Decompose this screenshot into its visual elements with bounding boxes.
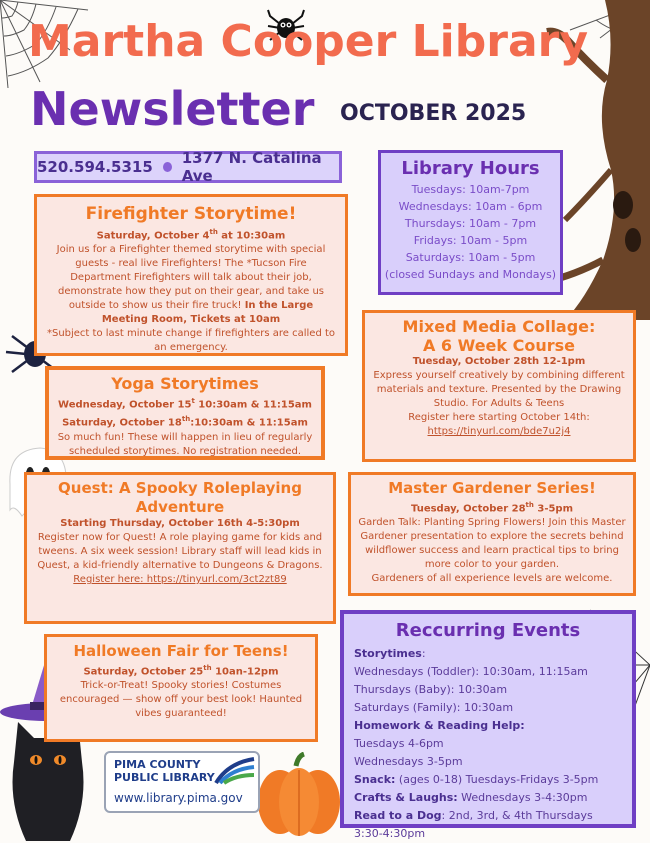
book-pages-icon	[214, 757, 256, 785]
halloween-title: Halloween Fair for Teens!	[73, 642, 289, 660]
logo-line-2: PUBLIC LIBRARY	[114, 771, 215, 784]
gardener-welcome: Gardeners of all experience levels are welcome.	[371, 573, 613, 585]
logo-line-1: PIMA COUNTY	[114, 758, 201, 771]
master-gardener-box	[348, 472, 636, 596]
yoga-date-2: Saturday, October 18th:10:30am & 11:15am	[62, 415, 308, 429]
hours-line: Fridays: 10am - 5pm	[413, 234, 528, 247]
pumpkin-icon	[254, 752, 344, 841]
pima-library-logo[interactable]	[104, 751, 260, 813]
quest-title: Quest: A Spooky Roleplaying Adventure	[58, 479, 302, 516]
collage-link[interactable]: https://tinyurl.com/bde7u2j4	[427, 426, 571, 437]
halloween-fair-box	[44, 634, 318, 742]
recurring-line: Saturdays (Family): 10:30am	[354, 701, 514, 714]
hours-line: Saturdays: 10am - 5pm	[405, 251, 536, 264]
collage-title-2: A 6 Week Course	[422, 336, 576, 355]
yoga-title: Yoga Storytimes	[111, 374, 259, 393]
library-hours-box	[378, 150, 563, 295]
newsletter-month: OCTOBER 2025	[340, 101, 527, 126]
hours-line: Thursdays: 10am - 7pm	[404, 217, 537, 230]
quest-box	[24, 472, 336, 624]
recurring-line: Wednesdays (Toddler): 10:30am, 11:15am	[354, 665, 588, 678]
homework-label: Homework & Reading Help:	[354, 719, 525, 732]
firefighter-location: In the Large Meeting Room, Tickets at 10am	[101, 300, 314, 326]
contact-bar	[34, 151, 342, 183]
library-hours-title: Library Hours	[401, 158, 540, 179]
hours-line: (closed Sundays and Mondays)	[384, 268, 557, 281]
recurring-title: Reccurring Events	[395, 620, 581, 641]
snack-label: Snack:	[354, 773, 396, 786]
gardener-description: Garden Talk: Planting Spring Flowers! Join this Master Gardener presentation to explore the secrets behind wildflower success and learn practical tips to bring more color to your garden.	[358, 517, 626, 571]
firefighter-description: Join us for a Firefighter themed storytime with special guests - real live Firefighters! The *Tucson Fire Department Firefighters will talk about their job, demonstrate how they put on their gear, and take us outside to show us their fire truck!	[56, 244, 326, 312]
crafts-label: Crafts & Laughs:	[354, 791, 458, 804]
collage-description: Express yourself creatively by combining different materials and texture. Presented by the Drawing Studio. For Adults & Teens	[373, 370, 625, 409]
library-url[interactable]: www.library.pima.gov	[114, 791, 243, 805]
recurring-line: Tuesdays 4-6pm	[354, 737, 444, 750]
hours-line: Wednesdays: 10am - 6pm	[398, 200, 543, 213]
newsletter-title: Newsletter	[30, 82, 315, 136]
halloween-date: Saturday, October 25th 10an-12pm	[83, 664, 279, 678]
library-title: Martha Cooper Library	[28, 16, 589, 67]
address: 1377 N. Catalina Ave	[181, 149, 322, 185]
firefighter-storytime-box	[34, 194, 348, 356]
collage-course-box	[362, 310, 636, 462]
recurring-line: Wednesdays 3-5pm	[354, 755, 463, 768]
read-to-dog-label: Read to a Dog	[354, 809, 442, 822]
firefighter-date: Saturday, October 4th at 10:30am	[96, 228, 286, 242]
phone-number: 520.594.5315	[37, 158, 153, 176]
halloween-description: Trick-or-Treat! Spooky stories! Costumes encouraged — show off your best look! Haunted vibes guaranteed!	[59, 680, 303, 720]
collage-date: Tuesday, October 28th 12-1pm	[412, 356, 586, 367]
firefighter-title: Firefighter Storytime!	[85, 204, 297, 224]
yoga-date-1: Wednesday, October 15$^t$ 10:30am & 11:15am	[58, 397, 312, 411]
separator-dot	[163, 162, 172, 172]
recurring-line: Thursdays (Baby): 10:30am	[354, 683, 508, 696]
collage-register: Register here starting October 14th:	[408, 412, 590, 423]
yoga-storytimes-box	[45, 366, 325, 460]
firefighter-note: *Subject to last minute change if firefighters are called to an emergency.	[46, 328, 336, 354]
quest-description: Register now for Quest! A role playing game for kids and tweens. A six week session! Library staff will lead kids in Quest, a kid-friendly alternative to Dungeons & Dragons.	[37, 532, 323, 571]
collage-title-1: Mixed Media Collage:	[402, 317, 596, 336]
recurring-events-box: Reccurring Events Storytimes: Wednesdays (Toddler): 10:30am, 11:15am Thursdays (Baby): 10:30am Saturdays (Family): 10:30am Homework & Reading Help: Tuesdays 4-6pm Wednesdays 3-5pm Snack: (ages 0-18) Tuesdays-Fridays 3-5pm Crafts & Laughs: Wednesdays 3-4:30pm Read to a Dog: 2nd, 3rd, & 4th Thursdays 3:30-4:30pm	[340, 610, 636, 828]
gardener-date: Tuesday, October 28th 3-5pm	[410, 501, 574, 515]
hours-line: Tuesdays: 10am-7pm	[411, 183, 530, 196]
yoga-description: So much fun! These will happen in lieu of regularly scheduled storytimes. No registration needed.	[57, 431, 313, 457]
quest-link[interactable]: Register here: https://tinyurl.com/3ct2zt89	[73, 574, 287, 585]
quest-date: Starting Thursday, October 16th 4-5:30pm	[60, 518, 300, 529]
storytimes-label: Storytimes	[354, 647, 422, 660]
gardener-title: Master Gardener Series!	[388, 479, 596, 497]
